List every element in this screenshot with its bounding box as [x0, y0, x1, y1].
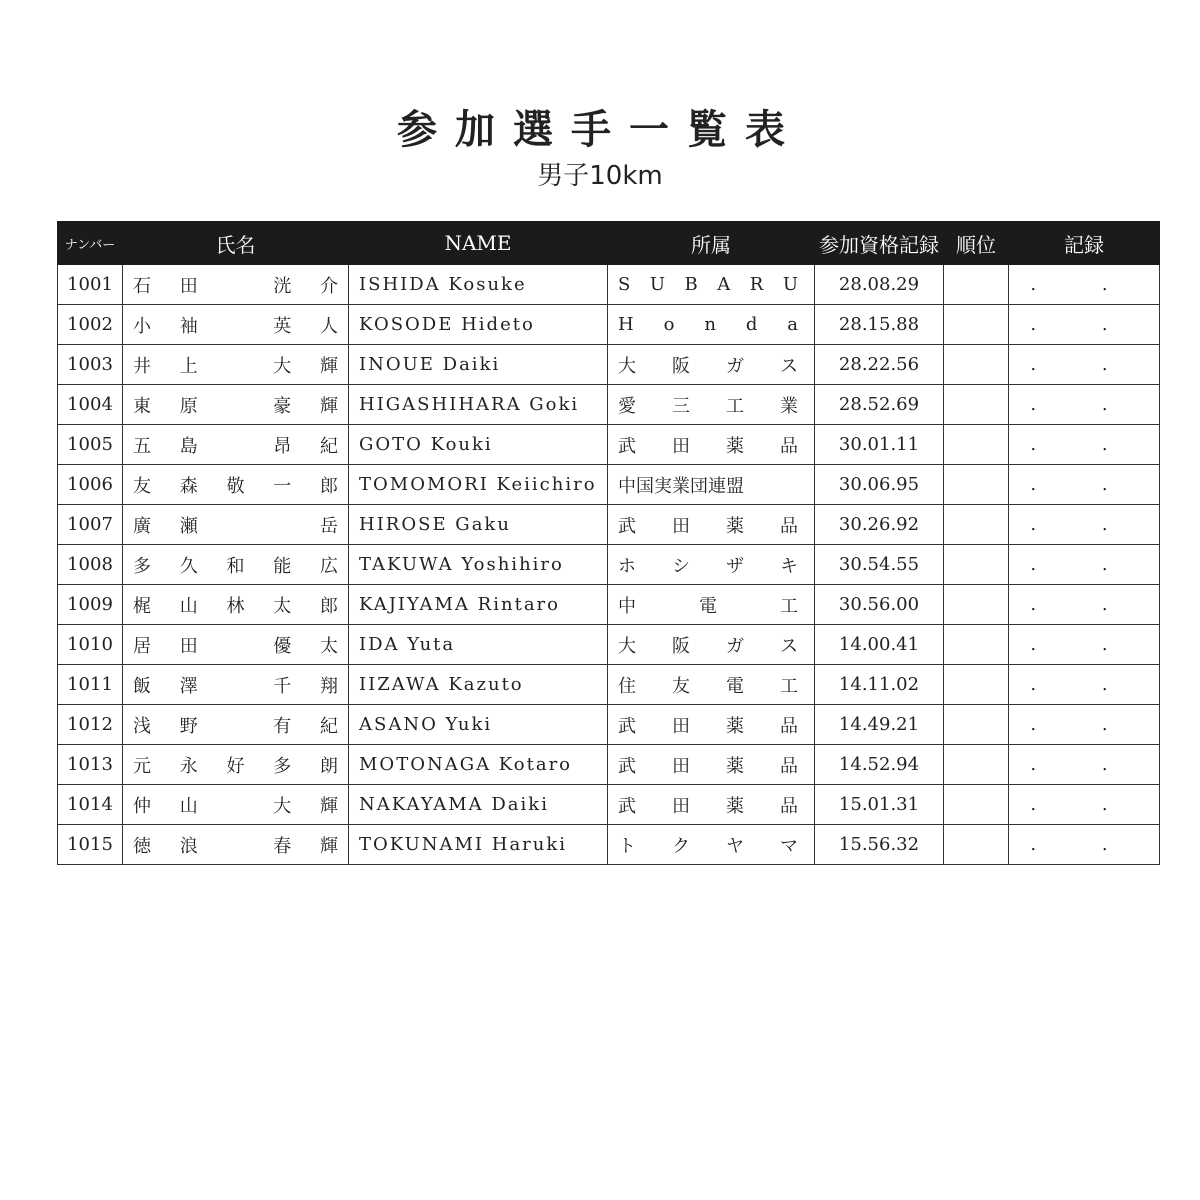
affiliation-char: B: [684, 274, 698, 295]
affiliation-char: 薬: [726, 515, 744, 537]
table-row: [58, 465, 1160, 505]
qualifying-record: 30.56.00: [815, 585, 944, 625]
name-char: 昂: [273, 435, 292, 457]
name-char: 山: [179, 595, 198, 617]
athlete-name-jp: [123, 265, 349, 305]
affiliation-char: 阪: [672, 355, 690, 377]
table-row: [58, 425, 1160, 465]
affiliation-char: 電: [726, 675, 744, 697]
affiliation-char: 愛: [618, 395, 636, 417]
affiliation-char: 工: [726, 395, 744, 417]
result-cell: . .: [1009, 305, 1160, 345]
rank-cell: [944, 665, 1009, 705]
affiliation-char: 田: [672, 795, 690, 817]
athlete-name-jp: [123, 385, 349, 425]
name-char: 翔: [320, 675, 338, 697]
athlete-name-en: INOUE Daiki: [349, 345, 608, 385]
bib-number: 1015: [58, 825, 123, 865]
name-char: 浅: [133, 715, 151, 737]
athlete-name-jp: [123, 505, 349, 545]
affiliation: [608, 385, 815, 425]
athlete-name-en: KAJIYAMA Rintaro: [349, 585, 608, 625]
affiliation: [608, 545, 815, 585]
table-row: [58, 305, 1160, 345]
affiliation-char: マ: [780, 835, 798, 857]
name-char: 澤: [179, 675, 198, 697]
table-row: [58, 385, 1160, 425]
name-char: 輝: [320, 395, 338, 417]
table-row: [58, 745, 1160, 785]
qualifying-record: 28.22.56: [815, 345, 944, 385]
affiliation-char: 武: [618, 515, 636, 537]
rank-cell: [944, 585, 1009, 625]
qualifying-record: 28.08.29: [815, 265, 944, 305]
affiliation-char: R: [749, 274, 764, 295]
table-row: [58, 265, 1160, 305]
name-char: 元: [133, 755, 151, 777]
affiliation-char: H: [618, 314, 634, 335]
result-cell: . .: [1009, 825, 1160, 865]
affiliation-char: o: [663, 314, 675, 335]
bib-number: 1005: [58, 425, 123, 465]
result-cell: . .: [1009, 345, 1160, 385]
name-char: 一: [273, 475, 292, 497]
athlete-name-en: ISHIDA Kosuke: [349, 265, 608, 305]
affiliation: [608, 585, 815, 625]
affiliation-char: 品: [780, 715, 798, 737]
table-row: [58, 585, 1160, 625]
athlete-name-jp: [123, 745, 349, 785]
result-cell: . .: [1009, 425, 1160, 465]
affiliation: [608, 825, 815, 865]
affiliation-char: 中国実業団連盟: [618, 475, 744, 497]
qualifying-record: 14.00.41: [815, 625, 944, 665]
affiliation-char: 大: [618, 635, 636, 657]
athlete-name-jp: [123, 545, 349, 585]
name-char: 紀: [320, 715, 338, 737]
name-char: 豪: [273, 395, 292, 417]
affiliation-char: ホ: [618, 555, 636, 577]
athlete-name-en: MOTONAGA Kotaro: [349, 745, 608, 785]
affiliation-char: 品: [780, 755, 798, 777]
bib-number: 1003: [58, 345, 123, 385]
athlete-name-jp: [123, 425, 349, 465]
affiliation: [608, 265, 815, 305]
rank-cell: [944, 385, 1009, 425]
affiliation-char: 田: [672, 715, 690, 737]
athlete-name-en: NAKAYAMA Daiki: [349, 785, 608, 825]
name-char: 人: [320, 315, 338, 337]
header-result: 記録: [1009, 222, 1160, 265]
affiliation: [608, 705, 815, 745]
athlete-name-en: TOMOMORI Keiichiro: [349, 465, 608, 505]
affiliation: [608, 465, 815, 505]
name-char: 和: [226, 555, 245, 577]
name-char: 飯: [133, 675, 151, 697]
athlete-name-jp: [123, 825, 349, 865]
name-char: 島: [179, 435, 198, 457]
affiliation-char: S: [618, 274, 631, 295]
athlete-name-en: HIGASHIHARA Goki: [349, 385, 608, 425]
bib-number: 1001: [58, 265, 123, 305]
affiliation-char: 品: [780, 435, 798, 457]
name-char: 多: [133, 555, 151, 577]
rank-cell: [944, 745, 1009, 785]
affiliation-char: 大: [618, 355, 636, 377]
affiliation-char: 薬: [726, 795, 744, 817]
affiliation-char: 田: [672, 755, 690, 777]
affiliation-char: 三: [672, 395, 690, 417]
qualifying-record: 30.54.55: [815, 545, 944, 585]
result-cell: . .: [1009, 705, 1160, 745]
name-char: 介: [320, 275, 338, 297]
affiliation-char: ス: [780, 355, 798, 377]
name-char: 春: [273, 835, 292, 857]
athlete-name-en: KOSODE Hideto: [349, 305, 608, 345]
name-char: 林: [226, 595, 245, 617]
rank-cell: [944, 425, 1009, 465]
bib-number: 1006: [58, 465, 123, 505]
name-char: 広: [320, 555, 338, 577]
result-cell: . .: [1009, 625, 1160, 665]
affiliation-char: 工: [780, 595, 798, 617]
affiliation-char: キ: [780, 555, 798, 577]
qualifying-record: 14.49.21: [815, 705, 944, 745]
name-char: 太: [273, 595, 292, 617]
name-char: 石: [133, 275, 151, 297]
name-char: 敬: [226, 475, 245, 497]
name-char: 好: [226, 755, 245, 777]
affiliation-char: 武: [618, 435, 636, 457]
name-char: 田: [179, 635, 198, 657]
name-char: 東: [133, 395, 151, 417]
affiliation-char: ザ: [726, 555, 744, 577]
name-char: 徳: [133, 835, 151, 857]
affiliation-char: 武: [618, 755, 636, 777]
name-char: 居: [133, 635, 151, 657]
table-row: [58, 785, 1160, 825]
affiliation-char: 中: [618, 595, 636, 617]
qualifying-record: 30.06.95: [815, 465, 944, 505]
athlete-name-en: TAKUWA Yoshihiro: [349, 545, 608, 585]
affiliation-char: ト: [618, 835, 636, 857]
name-char: 英: [273, 315, 292, 337]
athlete-name-jp: [123, 785, 349, 825]
name-char: 浪: [179, 835, 198, 857]
affiliation-char: 友: [672, 675, 690, 697]
name-char: 袖: [179, 315, 198, 337]
affiliation-char: n: [704, 314, 716, 335]
affiliation-char: ヤ: [726, 835, 744, 857]
affiliation-char: ク: [672, 835, 690, 857]
name-char: 廣: [133, 515, 151, 537]
affiliation-char: 薬: [726, 715, 744, 737]
name-char: 紀: [320, 435, 338, 457]
qualifying-record: 14.11.02: [815, 665, 944, 705]
name-char: 大: [273, 795, 292, 817]
qualifying-record: 15.56.32: [815, 825, 944, 865]
athlete-name-jp: [123, 665, 349, 705]
rank-cell: [944, 785, 1009, 825]
affiliation-char: a: [787, 314, 798, 335]
name-char: 上: [179, 355, 198, 377]
header-row: [58, 222, 1160, 265]
result-cell: . .: [1009, 785, 1160, 825]
qualifying-record: 30.26.92: [815, 505, 944, 545]
header-name-en: NAME: [349, 222, 608, 265]
name-char: 輝: [320, 795, 338, 817]
qualifying-record: 30.01.11: [815, 425, 944, 465]
result-cell: . .: [1009, 465, 1160, 505]
name-char: 野: [179, 715, 198, 737]
name-char: 輝: [320, 835, 338, 857]
affiliation-char: 武: [618, 795, 636, 817]
name-char: 友: [133, 475, 151, 497]
affiliation-char: 田: [672, 435, 690, 457]
athlete-name-jp: [123, 625, 349, 665]
athlete-name-en: IDA Yuta: [349, 625, 608, 665]
result-cell: . .: [1009, 665, 1160, 705]
header-number: ナンバー: [58, 222, 123, 265]
result-cell: . .: [1009, 385, 1160, 425]
table-row: [58, 705, 1160, 745]
athlete-name-en: GOTO Kouki: [349, 425, 608, 465]
bib-number: 1014: [58, 785, 123, 825]
table-row: [58, 345, 1160, 385]
affiliation-char: 薬: [726, 755, 744, 777]
rank-cell: [944, 545, 1009, 585]
bib-number: 1008: [58, 545, 123, 585]
header-name-jp: 氏名: [123, 222, 349, 265]
result-cell: . .: [1009, 585, 1160, 625]
name-char: 郎: [320, 595, 338, 617]
rank-cell: [944, 465, 1009, 505]
name-char: 岳: [320, 515, 338, 537]
name-char: 山: [179, 795, 198, 817]
athlete-name-jp: [123, 345, 349, 385]
rank-cell: [944, 265, 1009, 305]
athlete-name-en: ASANO Yuki: [349, 705, 608, 745]
bib-number: 1002: [58, 305, 123, 345]
bib-number: 1013: [58, 745, 123, 785]
affiliation-char: 業: [780, 395, 798, 417]
affiliation: [608, 425, 815, 465]
participant-table: [57, 221, 1160, 865]
affiliation-char: 品: [780, 795, 798, 817]
rank-cell: [944, 625, 1009, 665]
name-char: 瀬: [179, 515, 198, 537]
name-char: 小: [133, 315, 151, 337]
athlete-name-en: HIROSE Gaku: [349, 505, 608, 545]
result-cell: . .: [1009, 545, 1160, 585]
name-char: 郎: [320, 475, 338, 497]
name-char: 優: [273, 635, 292, 657]
name-char: 田: [179, 275, 198, 297]
table-row: [58, 505, 1160, 545]
qualifying-record: 14.52.94: [815, 745, 944, 785]
affiliation-char: 阪: [672, 635, 690, 657]
rank-cell: [944, 345, 1009, 385]
affiliation-char: ガ: [726, 635, 744, 657]
rank-cell: [944, 825, 1009, 865]
affiliation-char: 田: [672, 515, 690, 537]
name-char: 久: [179, 555, 198, 577]
affiliation: [608, 665, 815, 705]
affiliation: [608, 785, 815, 825]
table-body: [58, 265, 1160, 865]
name-char: 千: [273, 675, 292, 697]
affiliation: [608, 625, 815, 665]
table-row: [58, 545, 1160, 585]
name-char: 森: [179, 475, 198, 497]
athlete-name-en: IIZAWA Kazuto: [349, 665, 608, 705]
affiliation: [608, 745, 815, 785]
qualifying-record: 15.01.31: [815, 785, 944, 825]
affiliation: [608, 305, 815, 345]
name-char: 永: [179, 755, 198, 777]
table-row: [58, 665, 1160, 705]
athlete-name-jp: [123, 305, 349, 345]
name-char: 能: [273, 555, 292, 577]
bib-number: 1004: [58, 385, 123, 425]
result-cell: . .: [1009, 505, 1160, 545]
header-rank: 順位: [944, 222, 1009, 265]
affiliation-char: 薬: [726, 435, 744, 457]
bib-number: 1007: [58, 505, 123, 545]
page-subtitle: 男子10km: [537, 161, 663, 191]
bib-number: 1009: [58, 585, 123, 625]
affiliation-char: ス: [780, 635, 798, 657]
athlete-name-jp: [123, 705, 349, 745]
affiliation-char: 住: [618, 675, 636, 697]
result-cell: . .: [1009, 745, 1160, 785]
bib-number: 1010: [58, 625, 123, 665]
header-qualifying-record: 参加資格記録: [815, 222, 944, 265]
rank-cell: [944, 705, 1009, 745]
affiliation-char: A: [717, 274, 731, 295]
qualifying-record: 28.52.69: [815, 385, 944, 425]
page-title: 参加選手一覧表: [397, 107, 803, 153]
result-cell: . .: [1009, 265, 1160, 305]
name-char: 太: [320, 635, 338, 657]
table-row: [58, 625, 1160, 665]
name-char: 洸: [273, 275, 292, 297]
rank-cell: [944, 305, 1009, 345]
table-row: [58, 825, 1160, 865]
affiliation-char: シ: [672, 555, 690, 577]
name-char: 五: [133, 435, 151, 457]
affiliation: [608, 505, 815, 545]
affiliation-char: ガ: [726, 355, 744, 377]
bib-number: 1012: [58, 705, 123, 745]
name-char: 井: [133, 355, 151, 377]
name-char: 多: [273, 755, 292, 777]
name-char: 大: [273, 355, 292, 377]
athlete-name-jp: [123, 585, 349, 625]
affiliation-char: 工: [780, 675, 798, 697]
rank-cell: [944, 505, 1009, 545]
affiliation-char: 武: [618, 715, 636, 737]
name-char: 仲: [133, 795, 151, 817]
qualifying-record: 28.15.88: [815, 305, 944, 345]
athlete-name-en: TOKUNAMI Haruki: [349, 825, 608, 865]
affiliation-char: 品: [780, 515, 798, 537]
name-char: 原: [179, 395, 198, 417]
name-char: 朗: [320, 755, 338, 777]
bib-number: 1011: [58, 665, 123, 705]
affiliation-char: U: [649, 274, 666, 295]
name-char: 有: [273, 715, 292, 737]
header-affiliation: 所属: [608, 222, 815, 265]
affiliation-char: 電: [699, 595, 717, 617]
athlete-name-jp: [123, 465, 349, 505]
name-char: 梶: [133, 595, 151, 617]
affiliation: [608, 345, 815, 385]
name-char: 輝: [320, 355, 338, 377]
affiliation-char: d: [745, 314, 758, 335]
affiliation-char: U: [782, 274, 798, 295]
